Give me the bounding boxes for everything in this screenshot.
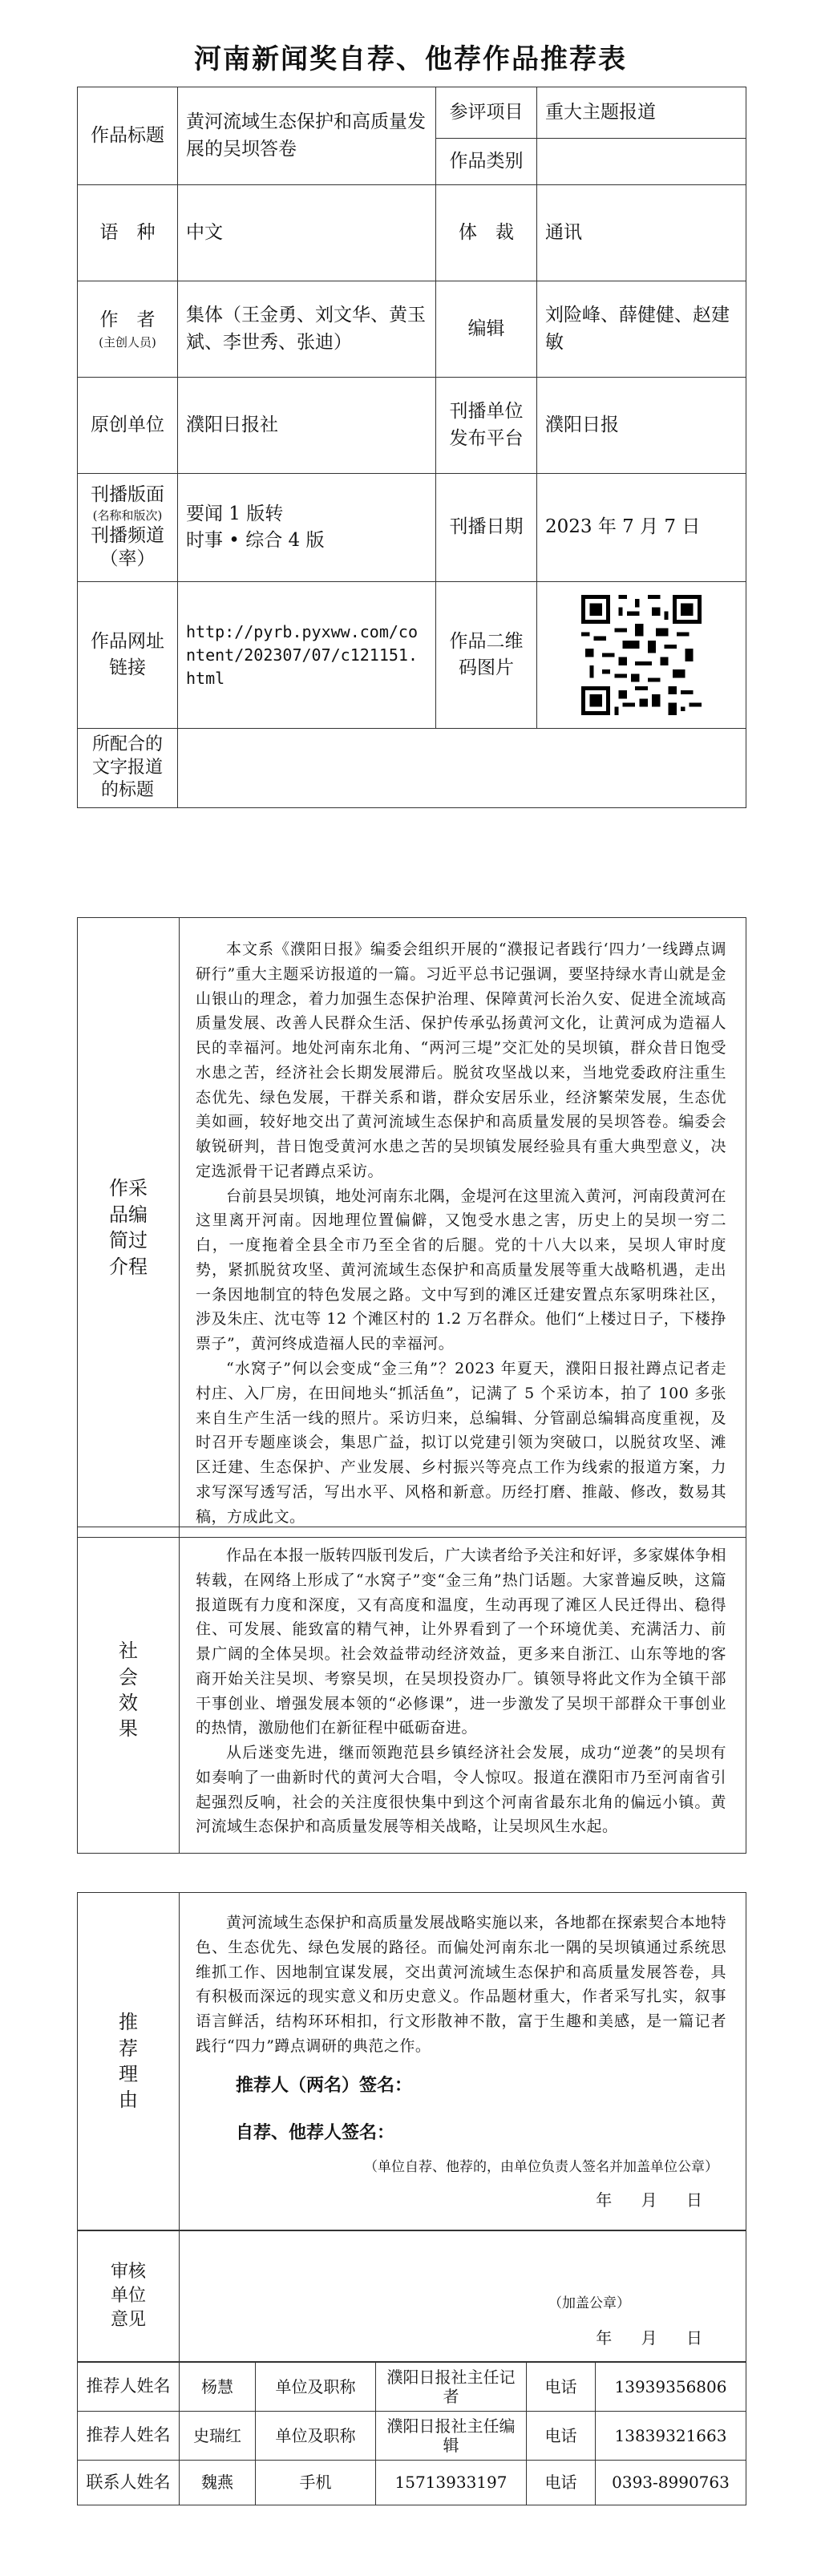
- work-type-value: [537, 139, 746, 185]
- audit-label-char: 审核: [110, 2262, 146, 2283]
- intro-label-char: 作采: [109, 1177, 148, 1200]
- url-value[interactable]: http://pyrb.pyxww.com/content/202307/07/c121151.html: [178, 582, 436, 729]
- genre-label: 体 裁: [436, 185, 537, 281]
- contact-name: 杨慧: [180, 2363, 256, 2412]
- contact-phone-label: 电话: [527, 2461, 596, 2505]
- reason-label-char: 理: [119, 2063, 138, 2085]
- audit-label-char: 意见: [110, 2309, 146, 2330]
- audit-section: [77, 2230, 746, 2362]
- effect-label-char: 会: [119, 1665, 138, 1688]
- contact-field-label: 手机: [256, 2461, 376, 2505]
- reason-section: [77, 1892, 746, 2230]
- origin-value: 濮阳日报社: [178, 378, 436, 474]
- contact-mobile: 15713933197: [376, 2461, 527, 2505]
- page-value-cell: [178, 474, 436, 582]
- reason-label-char: 由: [119, 2089, 138, 2112]
- effect-label-char: 社: [119, 1640, 138, 1663]
- editor-value: 刘险峰、薛健健、赵建敏: [537, 281, 746, 378]
- signature-note: （单位自荐、他荐的，由单位负责人签名并加盖单位公章）: [364, 2159, 718, 2176]
- intro-label-char: 介程: [109, 1255, 148, 1278]
- qr-code-image: [581, 595, 702, 715]
- contact-row: [78, 2363, 746, 2412]
- author-value: 集体（王金勇、刘文华、黄玉斌、李世秀、张迪）: [178, 281, 436, 378]
- qr-label: 作品二维码图片: [436, 582, 537, 729]
- contact-phone: 0393-8990763: [596, 2461, 746, 2505]
- reason-paragraph: 黄河流域生态保护和高质量发展战略实施以来，各地都在探索契合本地特色、生态优先、绿色发展的路径。而偏处河南东北一隅的吴坝镇通过系统思维抓工作、因地制宜谋发展，交出黄河流域生态保护和高质量发展答卷，具有积极而深远的现实意义和历史意义。作品题材重大，作者采写扎实，叙事语言鲜活，结构环环相扣，行文形散神不散，富于生趣和美感，是一篇记者践行“四力”蹲点调研的典范之作。: [196, 1914, 727, 2055]
- work-type-label: 作品类别: [436, 139, 537, 185]
- audit-label: [78, 2231, 180, 2362]
- info-table: [77, 87, 746, 808]
- page-label-cell: [78, 474, 178, 582]
- effect-content: [180, 1527, 746, 1854]
- intro-paragraph: 本文系《濮阳日报》编委会组织开展的“濮报记者践行‘四力’一线蹲点调研行”重大主题采访报道的一篇。习近平总书记强调，要坚持绿水青山就是金山银山的理念，着力加强生态保护治理、保障黄河长治久安、促进全流域高质量发展、改善人民群众生活、保护传承弘扬黄河文化，让黄河成为造福人民的幸福河。地处河南东北角、“两河三堤”交汇处的吴坝镇，群众昔日饱受水患之苦，经济社会长期发展滞后。脱贫攻坚战以来，当地党委政府注重生态优先、绿色发展，干群关系和谐，群众安居乐业，经济繁荣发展，生态优美如画，较好地交出了黄河流域生态保护和高质量发展的吴坝答卷。编委会敏锐研判，昔日饱受黄河水患之苦的吴坝镇发展经验具有重大典型意义，决定选派骨干记者蹲点采访。: [196, 940, 726, 1180]
- contact-field-label: 单位及职称: [256, 2412, 376, 2461]
- contact-row: [78, 2461, 746, 2505]
- intro-section: [77, 917, 746, 1538]
- author-label-cell: [78, 281, 178, 378]
- contact-org: 濮阳日报社主任编辑: [376, 2412, 527, 2461]
- language-label: 语 种: [78, 185, 178, 281]
- qr-cell: [537, 582, 746, 729]
- effect-label-char: 效: [119, 1692, 138, 1714]
- publisher-value: 濮阳日报: [537, 378, 746, 474]
- genre-value: 通讯: [537, 185, 746, 281]
- page-label-3: （率）: [99, 548, 156, 570]
- contact-name: 魏燕: [180, 2461, 256, 2505]
- contact-label: 联系人姓名: [78, 2461, 180, 2505]
- audit-content: [180, 2231, 746, 2362]
- effect-section: [77, 1527, 746, 1854]
- intro-label-char: 简过: [109, 1229, 148, 1252]
- publisher-label: 刊播单位发布平台: [436, 378, 537, 474]
- effect-label: [78, 1527, 180, 1854]
- language-value: 中文: [178, 185, 436, 281]
- url-label: 作品网址链接: [78, 582, 178, 729]
- date-value: 2023 年 7 月 7 日: [537, 474, 746, 582]
- related-label: 所配合的文字报道的标题: [78, 729, 178, 808]
- audit-seal-note: （加盖公章）: [548, 2295, 630, 2312]
- author-label: 作 者: [99, 309, 156, 331]
- author-sublabel: (主创人员): [99, 334, 156, 350]
- page-title: 河南新闻奖自荐、他荐作品推荐表: [194, 43, 627, 75]
- intro-paragraph: “水窝子”何以会变成“金三角”？2023 年夏天，濮阳日报社蹲点记者走村庄、入厂房，在田间地头“抓活鱼”，记满了 5 个采访本，拍了 100 多张来自生产生活一线的照片。采访归来，总编辑、分管副总编辑高度重视，及时召开专题座谈会，集思广益，拟订以党建引领为突破口，以脱贫攻坚、滩区迁建、生态保护、产业发展、乡村振兴等亮点工作为线索的报道方案，力求写深写透写活，写出水平、风格和新意。历经打磨、推敲、修改，数易其稿，方成此文。: [196, 1360, 726, 1526]
- related-value: [178, 729, 746, 808]
- reason-date: 年 月 日: [596, 2190, 702, 2210]
- work-title-value: 黄河流域生态保护和高质量发展的吴坝答卷: [178, 87, 436, 185]
- editor-label: 编辑: [436, 281, 537, 378]
- effect-paragraph: 作品在本报一版转四版刊发后，广大读者给予关注和好评，多家媒体争相转载，在网络上形成了“水窝子”变“金三角”热门话题。大家普遍反映，这篇报道既有力度和深度，又有高度和温度，生动再现了滩区人民迁得出、稳得住、可发展、能致富的精气神，让外界看到了一个环境优美、充满活力、前景广阔的全体吴坝。社会效益带动经济效益，更多来自浙江、山东等地的客商开始关注吴坝、考察吴坝，在吴坝投资办厂。镇领导将此文作为全镇干部干事创业、增强发展本领的“必修课”，进一步激发了吴坝干部群众干事创业的热情，激励他们在新征程中砥砺奋进。: [196, 1547, 727, 1737]
- page-label-sub: (名称和版次): [92, 508, 163, 523]
- reason-label: [78, 1893, 180, 2230]
- reason-label-char: 荐: [119, 2036, 138, 2060]
- effect-label-char: 果: [119, 1717, 138, 1741]
- origin-label: 原创单位: [78, 378, 178, 474]
- intro-label-char: 品编: [109, 1203, 148, 1226]
- contact-label: 推荐人姓名: [78, 2363, 180, 2412]
- contact-label: 推荐人姓名: [78, 2412, 180, 2461]
- contact-org: 濮阳日报社主任记者: [376, 2363, 527, 2412]
- reason-label-char: 推: [119, 2011, 138, 2034]
- contact-phone: 13939356806: [596, 2363, 746, 2412]
- intro-paragraph: 台前县吴坝镇，地处河南东北隅，金堤河在这里流入黄河，河南段黄河在这里离开河南。因地理位置偏僻，又饱受水患之害，历史上的吴坝一穷二白，一度拖着全县全市乃至全省的后腿。党的十八大以来，吴坝人审时度势，紧抓脱贫攻坚、黄河流域生态保护和高质量发展等重大战略机遇，走出一条因地制宜的特色发展之路。文中写到的滩区迁建安置点东冢明珠社区，涉及朱庄、沈屯等 12 个滩区村的 1.2 万名群众。他们“上楼过日子，下楼挣票子”，黄河终成造福人民的幸福河。: [196, 1187, 727, 1353]
- contact-name: 史瑞红: [180, 2412, 256, 2461]
- contact-phone-label: 电话: [527, 2363, 596, 2412]
- category-value: 重大主题报道: [537, 87, 746, 139]
- recommender-signature-line: 推荐人（两名）签名：: [236, 2074, 413, 2096]
- self-recommender-signature-line: 自荐、他荐人签名：: [236, 2122, 395, 2144]
- audit-label-char: 单位: [110, 2286, 146, 2307]
- effect-paragraph: 从后迷变先进，继而领跑范县乡镇经济社会发展，成功“逆袭”的吴坝有如奏响了一曲新时代的黄河大合唱，令人惊叹。报道在濮阳市乃至河南省引起强烈反响，社会的关注度很快集中到这个河南省最东北角的偏远小镇。黄河流域生态保护和高质量发展等相关战略，让吴坝风生水起。: [196, 1744, 726, 1836]
- contact-row: [78, 2412, 746, 2461]
- reason-content: [180, 1893, 746, 2230]
- page-label-2: 刊播频道: [91, 524, 164, 546]
- work-title-label: 作品标题: [78, 87, 178, 185]
- intro-label: [78, 918, 180, 1538]
- category-label: 参评项目: [436, 87, 537, 139]
- contact-phone-label: 电话: [527, 2412, 596, 2461]
- audit-date: 年 月 日: [596, 2328, 702, 2348]
- date-label: 刊播日期: [436, 474, 537, 582]
- contact-field-label: 单位及职称: [256, 2363, 376, 2412]
- intro-content: [180, 918, 746, 1538]
- page-value-2: 时事 • 综合 4 版: [186, 530, 325, 551]
- contact-phone: 13839321663: [596, 2412, 746, 2461]
- page-value-1: 要闻 1 版转: [186, 503, 284, 524]
- contacts-table: [77, 2362, 746, 2505]
- page-label-1: 刊播版面: [91, 483, 164, 505]
